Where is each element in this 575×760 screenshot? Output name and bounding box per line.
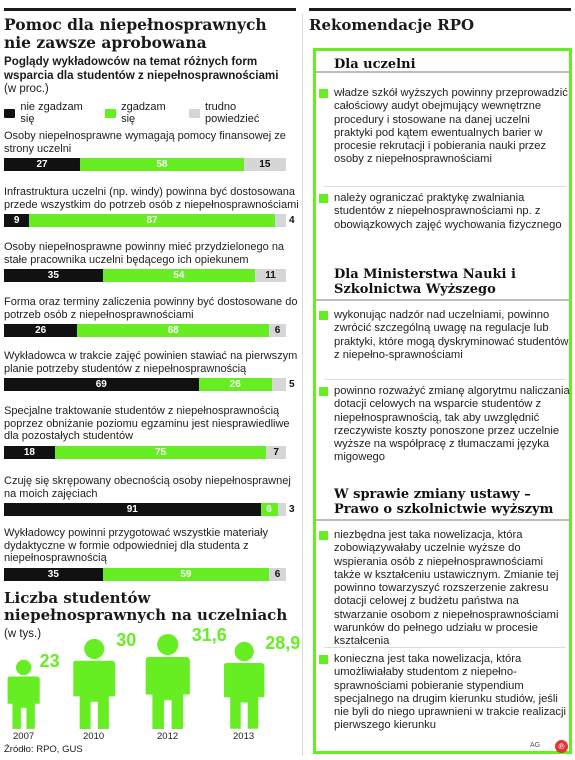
question-text: Wykładowcy powinni przygotować wszystkie materiały dydaktyczne w formie odpowiedniej dla studenta z niepełnosprawnością [4,527,268,564]
bar-segment-neu [269,568,286,581]
bar-value-label: 91 [126,504,138,515]
bullet-marker [319,89,328,98]
stacked-bar [4,214,295,227]
bar-value-label: 5 [289,379,295,390]
recommendations-title: Rekomendacje RPO [309,16,475,34]
section-heading-1: Dla uczelni [316,51,569,73]
bar-value-label: 68 [167,325,179,336]
bar-segment-neu [244,158,286,171]
bar-value-label: 4 [289,215,295,226]
recommendation-item [334,87,570,167]
question-5 [4,350,300,390]
bar-segment-dis [4,214,29,227]
question-3 [4,241,300,281]
bar-segment-agr [55,446,267,459]
bar-segment-neu [278,503,286,516]
recommendation-text: wykonując nadzór nad uczelniami, powinno zwrócić szczególną uwagę na regulacje lub praktyki, które mogą dyskryminować studentów z niepełno-sprawnościami [334,309,569,361]
bar-segment-agr [29,214,274,227]
stacked-bar [4,158,286,171]
bar-value-label: 18 [23,447,35,458]
bar-value-label: 6 [274,325,281,336]
year-label: 2010 [83,731,105,742]
bar-segment-agr [103,269,255,282]
bar-segment-neu [272,378,286,391]
bar-segment-agr [199,378,272,391]
section-heading-3: W sprawie zmiany ustawy – Prawo o szkolnictwie wyższym [316,481,569,521]
bar-segment-agr [261,503,278,516]
recommendation-item [334,192,570,232]
question-7 [4,475,300,515]
bar-segment-neu [269,324,286,337]
bar-value-label: 15 [259,159,271,170]
chart-subtitle: Poglądy wykładowców na temat różnych form wsparcia dla studentów z niepełnosprawnościami [4,55,279,82]
students-value-label: 30 [116,629,137,650]
bar-value-label: 11 [265,270,276,281]
recommendation-item [334,385,570,465]
stacked-bar [4,503,295,516]
bar-value-label: 87 [146,215,158,226]
person-head [16,660,31,675]
person-head [157,634,178,655]
bar-segment-agr [103,568,269,581]
year-label: 2012 [157,731,179,742]
recommendation-item [334,653,570,733]
item-separator [324,647,566,648]
recommendation-text: niezbędna jest taka nowelizacja, która zobowiązywałaby uczelnie wyższe do wspierania osób z niepełnosprawnościami także w kształceniu ustawicznym. Zmianie tej powinno towarzyszyć rozszerzenie zakresu dotacji celowej z budżetu państwa na stwarzanie osobom z niepełnosprawnościami warunków do pełnego udziału w procesie kształcenia [334,529,559,648]
top-rule-right [309,8,571,11]
bullet-marker [319,531,328,540]
recommendation-item [334,529,570,649]
students-value-label: 31,6 [191,625,227,645]
bullet-marker [319,194,328,203]
bar-segment-agr [80,158,244,171]
students-unit: (w tys.) [4,628,42,640]
bar-value-label: 7 [273,447,279,458]
bar-value-label: 6 [274,569,281,580]
bar-value-label: 27 [36,159,48,170]
question-text: Infrastruktura uczelni (np. windy) powinna być dostosowana przede wszystkim do potrzeb osób z niepełnosprawnościami [4,186,299,211]
recommendation-text: powinno rozważyć zmianę algorytmu naliczania dotacji celowych na wsparcie studentów z niepełnosprawnością, tak aby uwzględnić rzeczywiste koszty ponoszone przez uczelnie wyższe na współpracę z tłumaczami języka migowego [334,385,570,464]
bar-value-label: 26 [229,379,241,390]
stacked-bar [4,378,295,391]
question-text: Czuję się skrępowany obecnością osoby niepełnosprawnej na moich zajęciach [4,475,291,500]
person-head [84,639,104,659]
question-6 [4,405,300,458]
recommendation-item [334,309,570,362]
bar-segment-dis [4,446,55,459]
bar-segment-dis [4,378,199,391]
students-title-text: Liczba studentów niepełnosprawnych na uczelniach [4,589,288,624]
bar-value-label: 26 [35,325,47,336]
question-text: Specjalne traktowanie studentów z niepełnosprawnością poprzez obniżanie poziomu egzaminu jest niesprawiedliwe dla pozostałych studentów [4,405,290,442]
chart-title: Pomoc dla niepełnosprawnych nie zawsze aprobowana [4,15,267,52]
question-text: Wykładowca w trakcie zajęć powinien stawiać na pierwszym planie potrzeby studentów z niepełnosprawnością [4,350,298,375]
publisher-logo: ℗ [555,740,568,753]
author-credit: AG [530,742,541,749]
bar-value-label: 9 [13,215,20,226]
bar-segment-neu [266,446,286,459]
bar-value-label: 35 [47,569,59,580]
recommendation-text: należy ograniczać praktykę zwalniania studentów z niepełnosprawnościami np. z obowiązkowych zajęć wychowania fizycznego [334,192,562,231]
bullet-marker [319,387,328,396]
question-1 [4,130,300,170]
person-body [224,663,264,729]
person-icon [138,633,198,729]
person-body [146,657,190,729]
bar-segment-dis [4,568,103,581]
question-2 [4,186,300,226]
students-chart [4,590,304,755]
recommendation-text: konieczna jest taka nowelizacja, która umożliwiałaby studentom z niepełno-sprawnościami pobieranie stypendium specjalnego na drugim kierunku studiów, jeśli nie byli do niego uprawnieni w trakcie realizacji pierwszego kierunku [334,653,566,732]
year-label: 2007 [13,731,35,742]
question-text: Osoby niepełnosprawne wymagają pomocy finansowej ze strony uczelni [4,130,286,155]
bar-value-label: 58 [156,159,168,170]
question-8 [4,527,300,580]
question-text: Osoby niepełnosprawne powinny mieć przydzielonego na stałe pracownika uczelni będącego ich opiekunem [4,241,285,266]
person-icon [217,641,271,729]
bar-value-label: 59 [180,569,192,580]
year-label: 2013 [233,731,255,742]
students-figures [4,590,304,740]
legend-label-disagree: nie zgadzam się [20,101,83,125]
question-text: Forma oraz terminy zaliczenia powinny być dostosowane do potrzeb osób z niepełnosprawnościami [4,296,298,321]
source-note: Źródło: RPO, GUS [4,744,83,755]
bar-segment-neu [255,269,286,282]
stacked-bar [4,269,286,282]
bar-segment-dis [4,324,77,337]
person-body [8,677,40,729]
students-value-label: 28,9 [265,633,301,654]
person-body [73,661,115,729]
bar-segment-dis [4,503,261,516]
section-heading-2: Dla Ministerstwa Nauki i Szkolnictwa Wyższego [316,261,569,301]
column-divider [302,14,303,756]
bar-segment-dis [4,158,80,171]
stacked-bar [4,324,286,337]
chart-unit: (w proc.) [4,83,49,95]
bar-value-label: 35 [47,270,59,281]
recommendations-header [309,16,571,34]
bullet-marker [319,311,328,320]
bullet-marker [319,655,328,664]
bar-value-label: 75 [154,447,167,458]
bar-value-label: 54 [173,270,185,281]
person-icon [66,638,123,729]
recommendation-text: władze szkół wyższych powinny przeprowadzić całościowy audyt obejmujący wewnętrzne procedury i stosowane na danej uczelni praktyki pod kątem ewentualnych barier w procesie rekrutacji i pobierania nauki przez osoby z niepełnosprawnościami [334,87,568,166]
bar-value-label: 69 [95,379,107,390]
recommendations-panel [313,48,572,754]
stacked-bar [4,446,286,459]
bar-segment-agr [77,324,269,337]
item-separator [324,186,566,187]
bar-segment-neu [275,214,286,227]
bar-value-label: 3 [289,504,295,515]
legend-label-neutral: trudno powiedzieć [204,101,260,125]
bar-value-label: 6 [266,504,272,515]
bar-segment-dis [4,269,103,282]
item-separator [324,379,566,380]
students-value-label: 23 [39,651,60,672]
question-4 [4,296,300,336]
person-head [234,642,253,661]
legend-label-agree: zgadzam się [121,101,166,125]
opinions-bars [4,0,300,590]
stacked-bar [4,568,286,581]
